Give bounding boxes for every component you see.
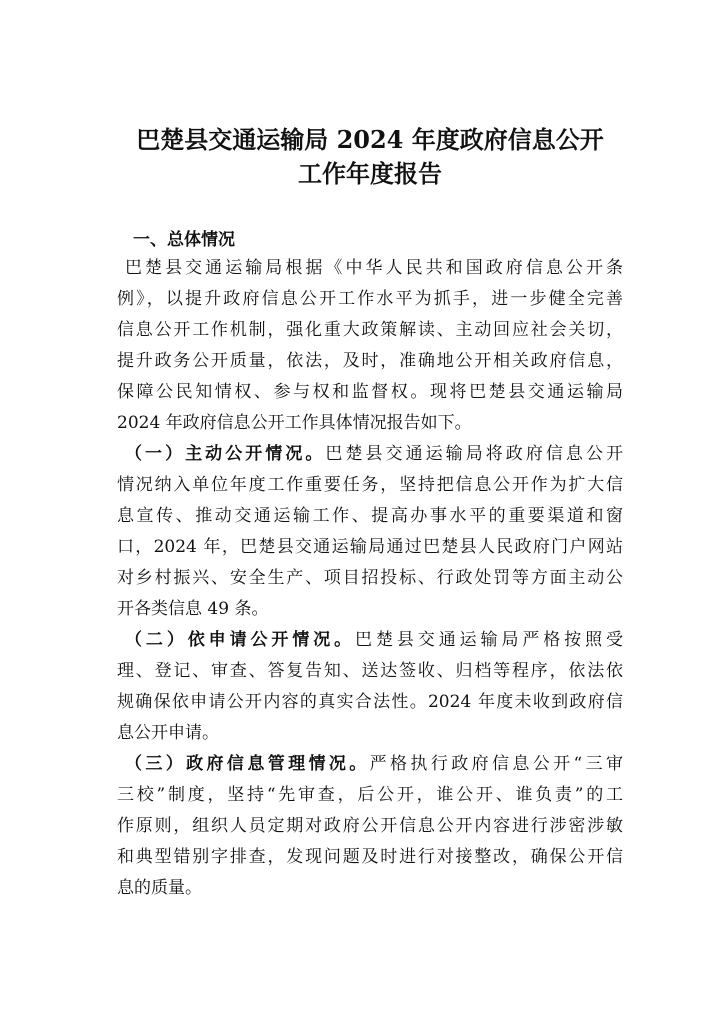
paragraph-line: 息公开申请。	[117, 723, 219, 743]
paragraph-line: 息的质量。	[117, 878, 202, 898]
paragraph-line: 和典型错别字排查，发现问题及时进行对接整改，确保公开信	[117, 847, 623, 867]
subsection-heading-proactive: （一）主动公开情况。	[125, 444, 326, 464]
paragraph-line: 口，2024 年，巴楚县交通运输局通过巴楚县人民政府门户网站	[117, 537, 623, 557]
paragraph-line: 作原则，组织人员定期对政府公开信息公开内容进行涉密涉敏	[117, 816, 623, 836]
paragraph-line: 理、登记、审查、答复告知、送达签收、归档等程序，依法依	[117, 661, 623, 681]
paragraph-line: 保障公民知情权、参与权和监督权。现将巴楚县交通运输局	[117, 382, 623, 402]
document-title-line-2: 工作年度报告	[298, 159, 442, 188]
subsection-text: 严格执行政府信息公开“三审	[369, 754, 623, 774]
paragraph-line: 提升政务公开质量，依法，及时，准确地公开相关政府信息，	[117, 351, 623, 371]
subsection-first-line	[125, 440, 623, 469]
subsection-heading-management: （三）政府信息管理情况。	[125, 754, 370, 774]
paragraph-line: 情况纳入单位年度工作重要任务，坚持把信息公开作为扩大信	[117, 475, 623, 495]
paragraph-line: 2024 年政府信息公开工作具体情况报告如下。	[117, 413, 472, 433]
paragraph-line: 规确保依申请公开内容的真实合法性。2024 年度未收到政府信	[117, 692, 623, 712]
subsection-text: 巴楚县交通运输局将政府信息公开	[325, 444, 624, 464]
paragraph-line: 对乡村振兴、安全生产、项目招投标、行政处罚等方面主动公	[117, 568, 623, 588]
section-heading-overview: 一、总体情况	[133, 230, 235, 250]
subsection-first-line	[125, 750, 623, 779]
paragraph-line: 巴楚县交通运输局根据《中华人民共和国政府信息公开条	[125, 258, 623, 278]
paragraph-line: 例》，以提升政府信息公开工作水平为抓手，进一步健全完善	[117, 289, 623, 309]
paragraph-line: 开各类信息 49 条。	[117, 599, 269, 619]
document-title-line-1: 巴楚县交通运输局 2024 年度政府信息公开	[136, 125, 604, 154]
subsection-first-line	[125, 626, 623, 655]
paragraph-line: 三校”制度，坚持“先审查，后公开，谁公开、谁负责”的工	[117, 785, 623, 805]
paragraph-line: 息宣传、推动交通运输工作、提高办事水平的重要渠道和窗	[117, 506, 623, 526]
subsection-heading-by-request: （二）依申请公开情况。	[125, 630, 356, 650]
subsection-text: 巴楚县交通运输局严格按照受	[355, 630, 624, 650]
paragraph-line: 信息公开工作机制，强化重大政策解读、主动回应社会关切，	[117, 320, 623, 340]
